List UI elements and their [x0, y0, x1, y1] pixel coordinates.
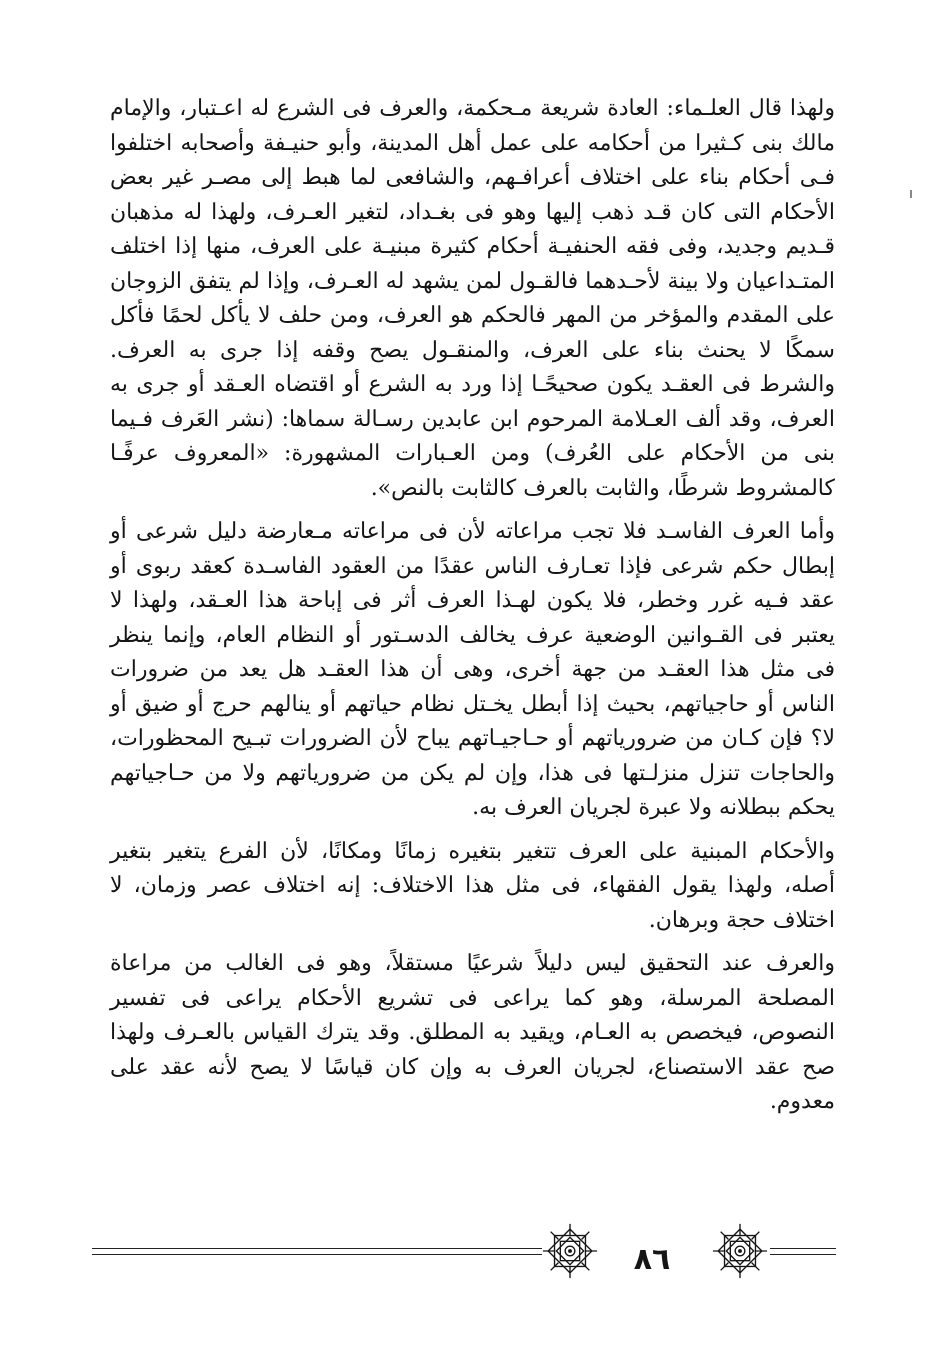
footer-rule-right-bottom: [770, 1254, 836, 1255]
paragraph-custom-not-independent: والعرف عند التحقيق ليس دليلاً شرعيًا مستقلاً، وهو فى الغالب من مراعاة المصلحة المرسلة، وهو كما يراعى فى تشريع الأحكام يراعى فى تفسير النصوص، فيخصص به العـام، ويقيد به المطلق. وقد يترك القياس بالعـرف ولهذا صح عقد الاستصناع، لجريان العرف به وإن كان قياسًا لا يصح لأنه عقد على معدوم.: [110, 951, 835, 1114]
footer-rule-left-top: [92, 1248, 542, 1249]
body-text: [110, 92, 835, 1120]
page-number: ٨٦: [633, 1242, 671, 1277]
footer-rule-left-bottom: [92, 1254, 542, 1255]
paragraph-invalid-custom: وأما العرف الفاسـد فلا تجب مراعاته لأن فى مراعاته مـعارضة دليل شرعى أو إبطال حكم شرعى فإذا تعـارف الناس عقدًا من العقود الفاسـدة كعقد ربوى أو عقد فـيه غرر وخطر، فلا يكون لهـذا العرف أثر فى إباحة هذا العـقد، ولهذا لا يعتبر فى القـوانين الوضعية عرف يخالف الدسـتور أو النظام العام، وإنما ينظر فى مثل هذا العقـد من جهة أخرى، وهى أن هذا العقـد هل يعد من ضرورات الناس أو حاجياتهم، بحيث إذا أبطل يخـتل نظام حياتهم أو ينالهم حرج أو ضيق أو لا؟ فإن كـان من ضرورياتهم أو حـاجيـاتهم يباح لأن الضرورات تبـيح المحظورات، والحاجات تنزل منزلـتها فى هذا، وإن لم يكن من ضرورياتهم ولا من حـاجياتهم يحكم ببطلانه ولا عبرة لجريان العرف به.: [110, 519, 835, 820]
star-ornament-icon: [711, 1222, 769, 1280]
page-footer: [0, 1222, 930, 1322]
star-ornament-icon: [541, 1222, 599, 1280]
footer-rule-right-top: [770, 1248, 836, 1249]
paragraph-rulings-change: والأحكام المبنية على العرف تتغير بتغيره زمانًا ومكانًا، لأن الفرع يتغير بتغير أصله، ولهذا يقول الفقهاء، فى مثل هذا الاختلاف: إنه اختلاف عصر وزمان، لا اختلاف حجة وبرهان.: [110, 838, 835, 933]
margin-mark: [910, 190, 912, 198]
paragraph-custom-validity: ولهذا قال العلـماء: العادة شريعة مـحكمة، والعرف فى الشرع له اعـتبار، والإمام مالك بنى كـثيرا من أحكامه على عمل أهل المدينة، وأبو حنيـفة وأصحابه اختلفوا فـى أحكام بناء على اختلاف أعرافـهم، والشافعى لما هبط إلى مصـر غير بعض الأحكام التى كان قـد ذهب إليها وهو فى بغـداد، لتغير العـرف، ولهذا له مذهبان قـديم وجديد، وفى فقه الحنفيـة أحكام كثيرة مبنيـة على العرف، منها إذا اختلف المتـداعيان ولا بينة لأحـدهما فالقـول لمن يشهد له العـرف، وإذا لم يتفق الزوجان على المقدم والمؤخر من المهر فالحكم هو العرف، ومن حلف لا يأكل لحمًا فأكل سمكًا لا يحنث بناء على العرف، والمنقـول يصح وقفه إذا جرى به العرف. والشرط فى العقـد يكون صحيحًـا إذا ورد به الشرع أو اقتضاه العـقد أو جرى به العرف، وقد ألف العـلامة المرحوم ابن عابدين رسـالة سماها: (نشر العَرف فـيما بنى من الأحكام على العُرف) ومن العـبارات المشهورة: «المعروف عرفًـا كالمشروط شرطًا، والثابت بالعرف كالثابت بالنص».: [110, 96, 836, 501]
